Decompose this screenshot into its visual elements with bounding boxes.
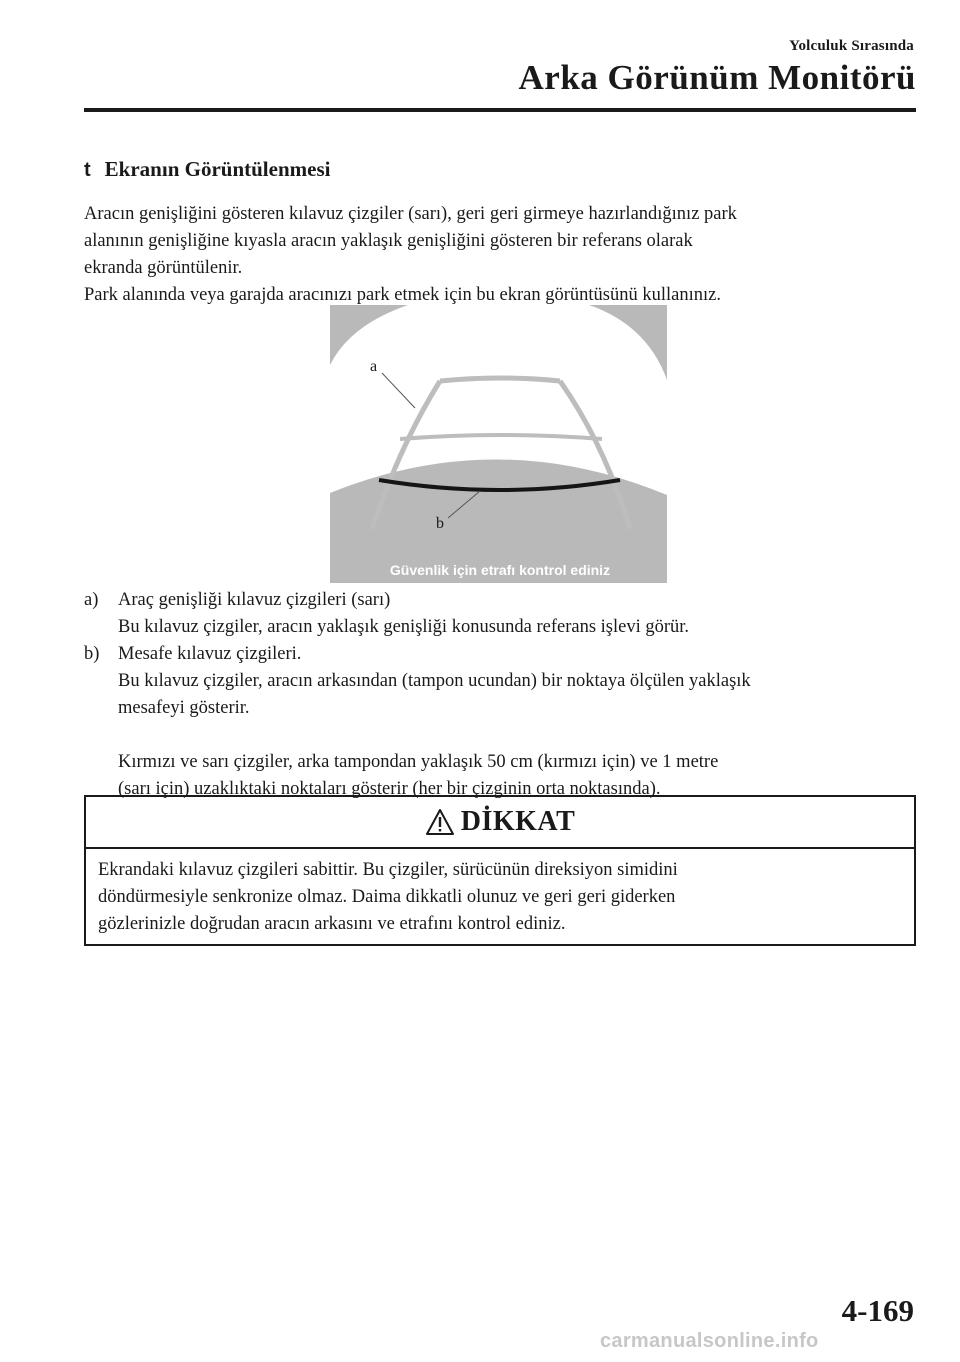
caution-box [84,795,916,946]
list-marker: b) [84,644,100,664]
caution-body [98,857,898,938]
list-item-desc: Bu kılavuz çizgiler, aracın arkasından (tampon ucundan) bir noktaya ölçülen yaklaşık [118,671,751,691]
page-title: Arka Görünüm Monitörü [518,58,916,97]
legend-list [84,587,914,799]
section-bullet: t [84,159,91,181]
diagram-label-b: b [436,515,444,532]
list-item-title: Araç genişliği kılavuz çizgileri (sarı) [118,590,391,610]
list-item-note: (sarı için) uzaklıktaki noktaları gösterir (her bir çizginin orta noktasında). [118,779,661,799]
caution-header [86,797,914,849]
list-item-desc: Bu kılavuz çizgiler, aracın yaklaşık genişliği konusunda referans işlevi görür. [118,617,690,637]
caution-line: döndürmesiyle senkronize olmaz. Daima dikkatli olunuz ve geri geri giderken [98,887,676,907]
warning-triangle-icon [425,808,455,836]
caution-line: gözlerinizle doğrudan aracın arkasını ve etrafını kontrol ediniz. [98,914,566,934]
list-item-title: Mesafe kılavuz çizgileri. [118,644,302,664]
rear-view-diagram [330,305,667,583]
page-number: 4-169 [841,1293,914,1328]
caution-title: DİKKAT [460,806,576,837]
list-item-desc: mesafeyi gösterir. [118,698,250,718]
diagram-label-a: a [370,358,378,375]
list-item-note: Kırmızı ve sarı çizgiler, arka tampondan yaklaşık 50 cm (kırmızı için) ve 1 metre [118,752,719,772]
paragraph-line: ekranda görüntülenir. [84,258,243,278]
paragraph-line: alanının genişliğine kıyasla aracın yaklaşık genişliğini gösteren bir referans olarak [84,231,693,251]
footer-watermark: carmanualsonline.info [600,1330,819,1352]
caution-line: Ekrandaki kılavuz çizgileri sabittir. Bu çizgiler, sürücünün direksiyon simidini [98,860,678,880]
safety-banner: Güvenlik için etrafı kontrol ediniz [389,562,611,578]
section-heading [84,157,330,182]
paragraph-line: Park alanında veya garajda aracınızı park etmek için bu ekran görüntüsünü kullanınız. [84,285,721,305]
header-rule [84,108,916,112]
paragraph-line: Aracın genişliğini gösteren kılavuz çizgiler (sarı), geri geri girmeye hazırlandığınız park [84,204,737,224]
section-heading-text: Ekranın Görüntülenmesi [104,157,331,181]
list-marker: a) [84,590,99,610]
intro-paragraph [84,201,914,309]
header-subtitle: Yolculuk Sırasında [789,38,914,54]
